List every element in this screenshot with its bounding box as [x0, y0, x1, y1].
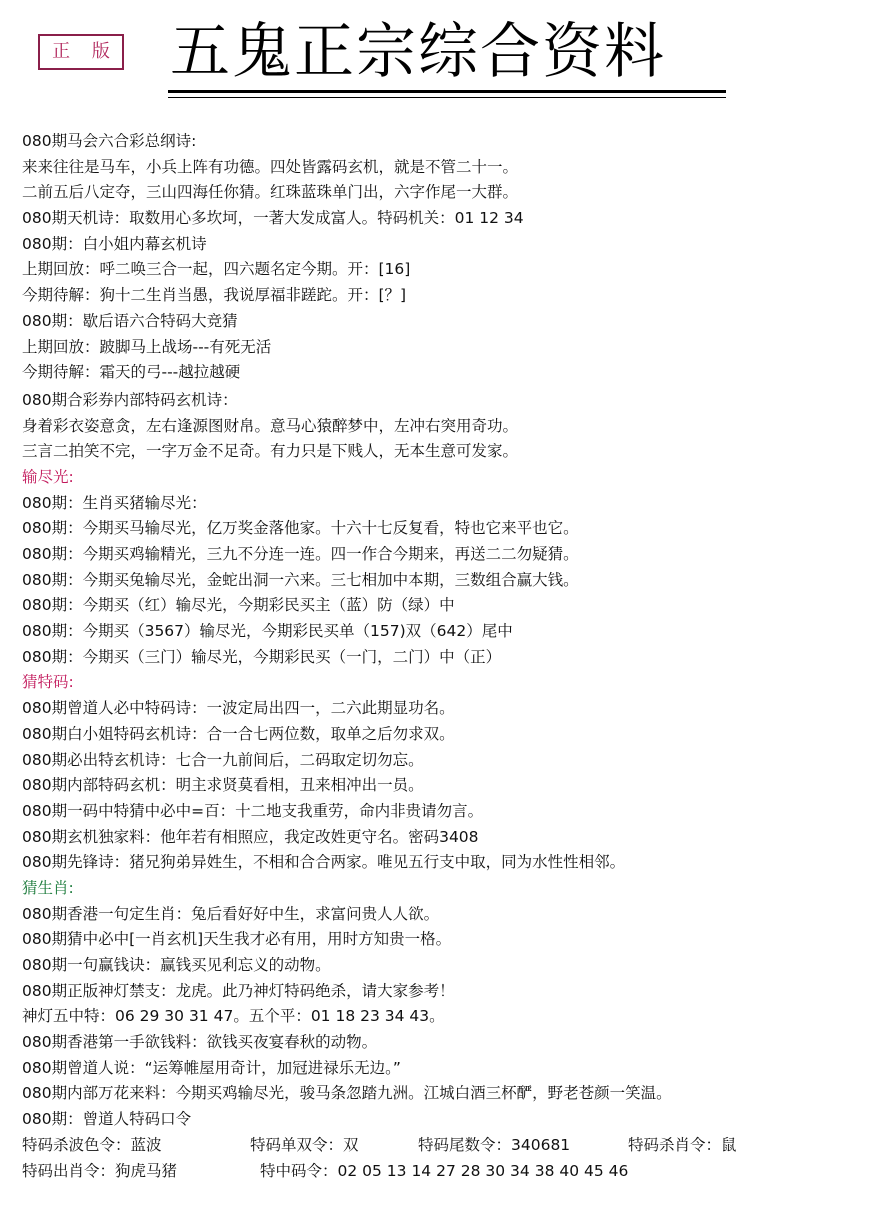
- title-underline-thin: [168, 97, 726, 98]
- text-line: 080期一码中特猜中必中=百：十二地支我重劳，命内非贵请勿言。: [22, 801, 484, 820]
- order-special-codes: 特中码令：02 05 13 14 27 28 30 34 38 40 45 46: [260, 1161, 629, 1180]
- order-kill-color: 特码杀波色令：蓝波: [22, 1135, 162, 1154]
- order-out-zodiac: 特码出肖令：狗虎马猪: [22, 1161, 178, 1180]
- text-line: 080期内部特码玄机：明主求贤莫看相，丑来相冲出一员。: [22, 776, 424, 795]
- text-line: 080期马会六合彩总纲诗:: [22, 132, 197, 150]
- text-line: 080期：今期买（3567）输尽光，今期彩民买单（157)双（642）尾中: [22, 622, 513, 641]
- text-line: 080期：今期买（红）输尽光，今期彩民买主（蓝）防（绿）中: [22, 596, 455, 615]
- text-line: 080期先锋诗：猪兄狗弟异姓生，不相和合合两家。唯见五行支中取，同为水性性相邻。: [22, 853, 626, 872]
- text-line: 080期猜中必中[一肖玄机]天生我才必有用，用时方知贵一格。: [22, 930, 452, 949]
- text-line: 今期待解：霜天的弓---越拉越硬: [22, 363, 241, 382]
- title-underline-thick: [168, 90, 726, 93]
- page-title: 五鬼正宗综合资料: [170, 17, 666, 87]
- text-line: 二前五后八定夺，三山四海任你猜。红珠蓝珠单门出，六字作尾一大群。: [22, 183, 519, 202]
- text-line: 080期：今期买（三门）输尽光，今期彩民买（一门，二门）中（正）: [22, 647, 502, 666]
- section-heading-guess-code: 猜特码:: [22, 673, 74, 692]
- text-line: 080期：曾道人特码口令: [22, 1110, 192, 1129]
- order-odd-even: 特码单双令：双: [250, 1135, 359, 1154]
- text-line: 080期曾道人必中特码诗：一波定局出四一，二六此期显功名。: [22, 699, 455, 718]
- text-line: 080期一句赢钱诀：赢钱买见利忘义的动物。: [22, 956, 331, 974]
- order-tail-number: 特码尾数令：340681: [418, 1135, 571, 1154]
- text-line: 三言二拍笑不完，一字万金不足奇。有力只是下贱人，无本生意可发家。: [22, 442, 519, 461]
- text-line: 080期：歇后语六合特码大竞猜: [22, 311, 238, 330]
- text-line: 上期回放：呼二唤三合一起，四六题名定今期。开：[16]: [22, 260, 411, 279]
- text-line: 080期内部万花来料：今期买鸡输尽光，骏马条忽踏九洲。江城白酒三杯酽，野老苍颜一笑温。: [22, 1084, 672, 1103]
- text-line: 今期待解：狗十二生肖当愚，我说厚福非蹉跎。开：[？]: [22, 286, 407, 305]
- section-heading-guess-zodiac: 猜生肖:: [22, 878, 74, 897]
- text-line: 080期合彩券内部特码玄机诗：: [22, 390, 238, 409]
- text-line: 080期正版神灯禁支：龙虎。此乃神灯特码绝杀，请大家参考！: [22, 981, 455, 1000]
- text-line: 080期：生肖买猪输尽光：: [22, 493, 207, 512]
- text-line: 080期曾道人说：“运筹帷屋用奇计，加冠进禄乐无边。”: [22, 1058, 401, 1077]
- section-heading-lose-all: 输尽光:: [22, 467, 74, 486]
- text-line: 080期：今期买马输尽光，亿万奖金落他家。十六十七反复看，特也它来平也它。: [22, 519, 579, 538]
- text-line: 神灯五中特：06 29 30 31 47。五个平：01 18 23 34 43。: [22, 1007, 445, 1026]
- text-line: 080期：今期买鸡输精光，三九不分连一连。四一作合今期来，再送二二勿疑猜。: [22, 545, 579, 563]
- text-line: 080期：今期买兔输尽光，金蛇出洞一六来。三七相加中本期，三数组合赢大钱。: [22, 570, 579, 589]
- text-line: 080期香港一句定生肖：兔后看好好中生，求富问贵人人欲。: [22, 904, 440, 923]
- orders-row-1: [22, 1133, 872, 1159]
- text-line: 身着彩衣姿意贪，左右逢源图财帛。意马心猿醉梦中，左冲右突用奇功。: [22, 416, 519, 435]
- text-line: 080期玄机独家料：他年若有相照应，我定改姓更守名。密码3408: [22, 827, 479, 846]
- content-body: [22, 129, 872, 1184]
- text-line: 080期天机诗：取数用心多坎坷，一著大发成富人。特码机关：01 12 34: [22, 209, 524, 228]
- genuine-badge: 正 版: [38, 34, 124, 70]
- order-kill-zodiac: 特码杀肖令：鼠: [628, 1135, 737, 1154]
- text-line: 080期必出特玄机诗：七合一九前间后，二码取定切勿忘。: [22, 750, 424, 769]
- text-line: 080期香港第一手欲钱料：欲钱买夜宴春秋的动物。: [22, 1033, 378, 1052]
- orders-row-2: [22, 1159, 872, 1185]
- text-line: 来来往往是马车，小兵上阵有功德。四处皆露码玄机，就是不管二十一。: [22, 157, 519, 176]
- text-line: 上期回放：跛脚马上战场---有死无活: [22, 337, 272, 356]
- text-line: 080期：白小姐内幕玄机诗: [22, 234, 207, 253]
- text-line: 080期白小姐特码玄机诗：合一合七两位数，取单之后勿求双。: [22, 724, 455, 743]
